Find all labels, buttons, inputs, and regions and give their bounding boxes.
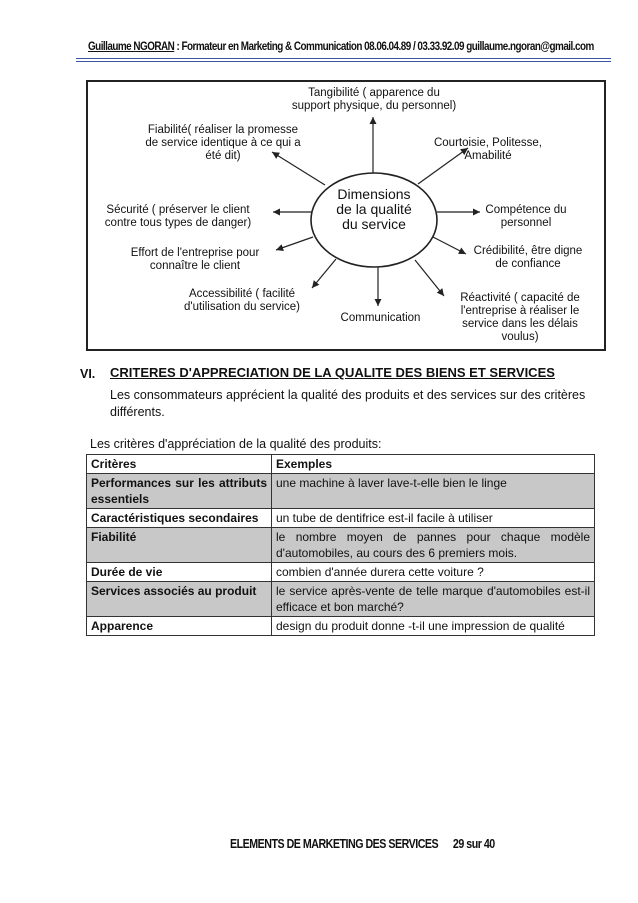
- label-credibilite: Crédibilité, être digne de confiance: [473, 245, 583, 270]
- label-effort: Effort de l'entreprise pour connaître le client: [130, 247, 260, 272]
- criterion-cell: Performances sur les attributs essentiels: [87, 474, 272, 509]
- label-fiabilite: Fiabilité( réaliser la promesse de service identique à ce qui a été dit): [145, 124, 301, 162]
- arrow-accessibilite: [312, 259, 336, 288]
- footer-title: ELEMENTS DE MARKETING DES SERVICES: [230, 836, 439, 851]
- label-courtoisie: Courtoisie, Politesse, Amabilité: [433, 137, 543, 162]
- label-securite: Sécurité ( préserver le client contre tous types de danger): [104, 204, 252, 229]
- page-header: [88, 41, 594, 53]
- page-number: 29 sur 40: [452, 836, 495, 851]
- section-intro: Les consommateurs apprécient la qualité des produits et des services sur des critères différents.: [110, 388, 586, 419]
- header-rule: [76, 58, 611, 59]
- example-cell: le service après-vente de telle marque d'automobiles est-il efficace et bon marché?: [272, 582, 595, 617]
- section-title: CRITERES D'APPRECIATION DE LA QUALITE DES BIENS ET SERVICES: [110, 365, 555, 380]
- table-row: [87, 528, 595, 563]
- criterion-cell: Durée de vie: [87, 563, 272, 582]
- criteria-table: [86, 454, 595, 636]
- label-competence: Compétence du personnel: [485, 204, 567, 229]
- section-number: VI.: [80, 367, 96, 381]
- example-cell: une machine à laver lave-t-elle bien le linge: [272, 474, 595, 509]
- header-exemples: Exemples: [272, 455, 595, 474]
- example-cell: un tube de dentifrice est-il facile à utiliser: [272, 509, 595, 528]
- table-header-row: [87, 455, 595, 474]
- label-reactivite: Réactivité ( capacité de l'entreprise à réaliser le service dans les délais voulus): [460, 292, 580, 343]
- center-label: Dimensions de la qualité du service: [336, 186, 412, 232]
- table-row: [87, 582, 595, 617]
- page-footer: [230, 836, 495, 851]
- example-cell: le nombre moyen de pannes pour chaque modèle d'automobiles, au cours des 6 premiers mois.: [272, 528, 595, 563]
- label-communication: Communication: [340, 312, 421, 324]
- label-tangibilite: Tangibilité ( apparence du support physique, du personnel): [291, 87, 457, 112]
- table-row: [87, 563, 595, 582]
- header-rule-secondary: [76, 61, 611, 62]
- criterion-cell: Apparence: [87, 617, 272, 636]
- label-accessibilite: Accessibilité ( facilité d'utilisation du service): [184, 288, 300, 313]
- table-row: [87, 617, 595, 636]
- criterion-cell: Fiabilité: [87, 528, 272, 563]
- arrow-effort: [276, 237, 313, 250]
- criterion-cell: Caractéristiques secondaires: [87, 509, 272, 528]
- arrow-reactivite: [415, 260, 444, 296]
- quality-dimensions-diagram: [86, 80, 606, 351]
- table-intro: Les critères d'appréciation de la qualité des produits:: [90, 437, 382, 451]
- author-name: Guillaume NGORAN: [88, 41, 175, 53]
- example-cell: design du produit donne -t-il une impression de qualité: [272, 617, 595, 636]
- header-contact: : Formateur en Marketing & Communication 08.06.04.89 / 03.33.92.09 guillaume.ngoran@gmail.com: [174, 41, 594, 53]
- table-row: [87, 509, 595, 528]
- example-cell: combien d'année durera cette voiture ?: [272, 563, 595, 582]
- table-row: [87, 474, 595, 509]
- header-criteres: Critères: [87, 455, 272, 474]
- criterion-cell: Services associés au produit: [87, 582, 272, 617]
